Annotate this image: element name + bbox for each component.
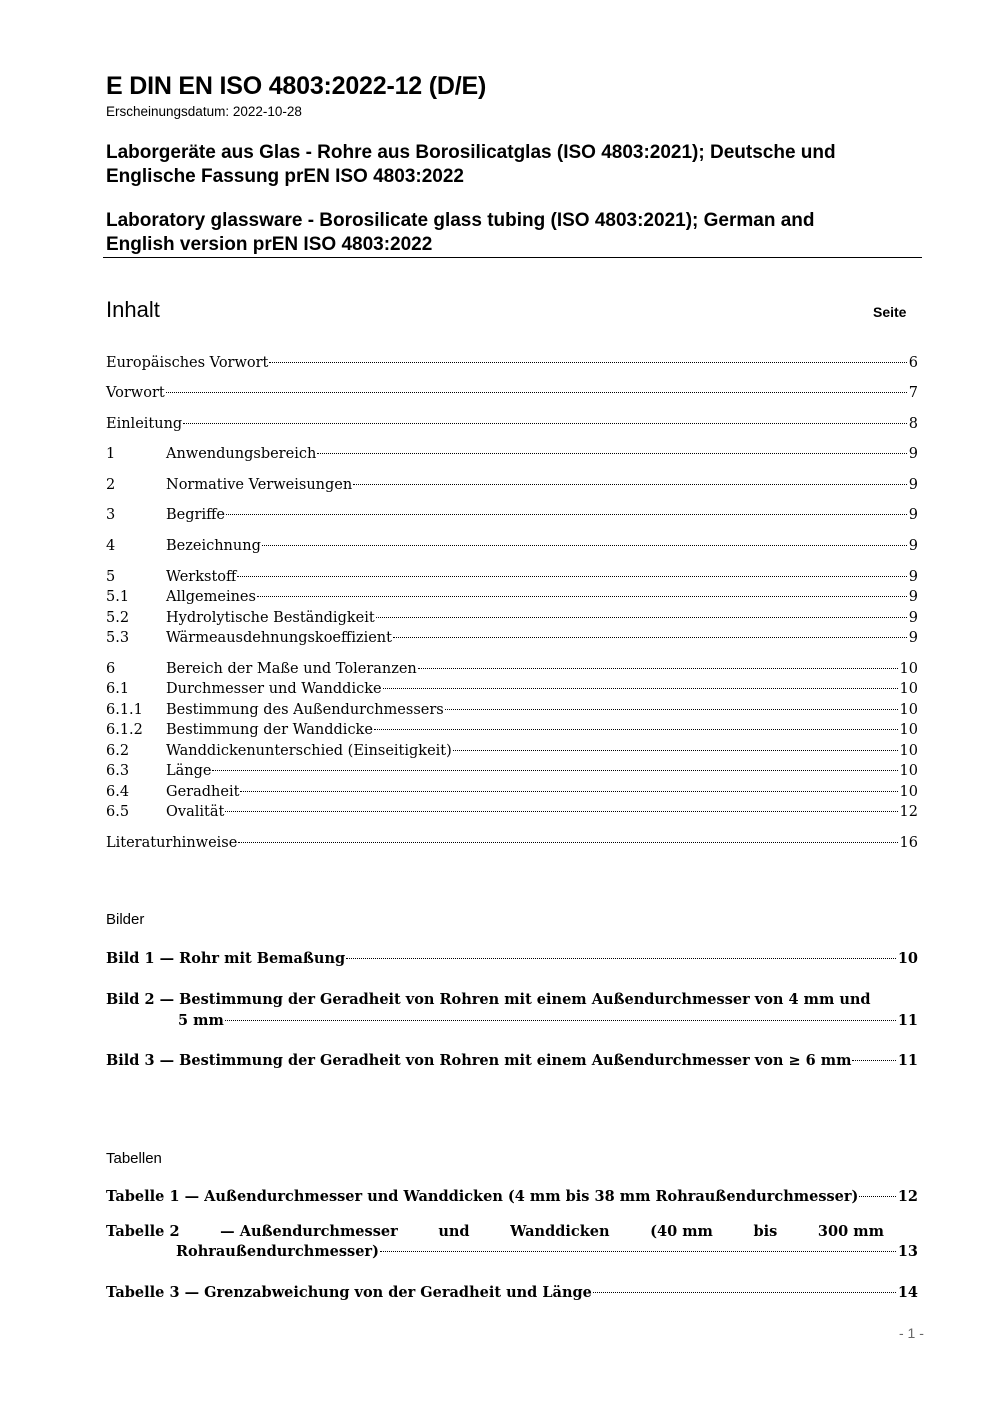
toc-entry-page: 10 [899,743,918,759]
toc-entry[interactable] [106,444,918,464]
toc-entry-page: 9 [908,446,918,462]
toc-entry[interactable] [106,679,918,699]
toc-entry-title: Normative Verweisungen [166,477,353,493]
toc-entry-number: 6.4 [106,784,130,800]
toc-entry[interactable] [106,782,918,802]
toc-entry-number: 4 [106,538,116,554]
table-entry-1[interactable] [106,1187,918,1207]
toc-entry-page: 9 [908,477,918,493]
toc-entry-number: 5.3 [106,630,130,646]
toc-entry[interactable] [106,659,918,679]
dot-leader [383,688,898,689]
toc-entry-title: Europäisches Vorwort [106,355,269,371]
table-entry-page: 12 [897,1188,918,1205]
dot-leader [418,668,898,669]
table-entry-text-cont: Rohraußendurchmesser) [176,1243,379,1260]
toc-entry-page: 10 [899,784,918,800]
toc-entry-page: 16 [899,835,918,851]
table-entry-word: und [438,1223,470,1240]
dot-leader [238,842,897,843]
figure-entry-text: Bild 3 — Bestimmung der Geradheit von Rohren mit einem Außendurchmesser von ≥ 6 mm [106,1052,852,1069]
toc-entry-title: Wanddickenunterschied (Einseitigkeit) [166,743,452,759]
table-entry-text: Tabelle 3 — Grenzabweichung von der Geradheit und Länge [106,1284,592,1301]
toc-entry[interactable] [106,700,918,720]
toc-entry-page: 7 [908,385,918,401]
toc-entry-page: 9 [908,610,918,626]
toc-entry-page: 9 [908,538,918,554]
toc-entry-number: 6.1.2 [106,722,143,738]
toc-entry-page: 10 [899,702,918,718]
toc-entry[interactable] [106,802,918,822]
toc-entry[interactable] [106,536,918,556]
toc-entry-title: Literaturhinweise [106,835,238,851]
dot-leader [257,596,907,597]
dot-leader [852,1060,895,1061]
dot-leader [380,1251,896,1252]
toc-entry-page: 10 [899,681,918,697]
title-german-line-1: Laborgeräte aus Glas - Rohre aus Borosilicatglas (ISO 4803:2021); Deutsche und [106,142,836,163]
title-english-line-2: English version prEN ISO 4803:2022 [106,234,433,255]
toc-entry-title: Werkstoff [166,569,237,585]
toc-entry[interactable] [106,720,918,740]
toc-entry[interactable] [106,505,918,525]
table-entry-3[interactable] [106,1283,918,1303]
toc-entry-title: Anwendungsbereich [166,446,317,462]
toc-entry-title: Bestimmung des Außendurchmessers [166,702,444,718]
dot-leader [393,637,907,638]
figure-entry-1[interactable] [106,949,918,969]
toc-entry-number: 6.1 [106,681,130,697]
table-entry-word: Tabelle 2 [106,1223,180,1240]
toc-entry-title: Bereich der Maße und Toleranzen [166,661,417,677]
toc-entry-number: 1 [106,446,116,462]
toc-entry-page: 12 [899,804,918,820]
toc-entry-number: 6 [106,661,116,677]
toc-entry-title: Allgemeines [166,589,256,605]
toc-entry-number: 3 [106,507,116,523]
table-entry-2-line-2[interactable] [176,1242,918,1262]
title-english [106,209,906,257]
table-entry-word: (40 mm [650,1223,713,1240]
dot-leader [225,811,897,812]
dot-leader [226,514,907,515]
figure-entry-page: 11 [897,1012,918,1029]
toc-entry-title: Vorwort [106,385,165,401]
toc-entry-number: 6.5 [106,804,130,820]
toc-entry-number: 5 [106,569,116,585]
dot-leader [183,423,907,424]
dot-leader [593,1292,896,1293]
table-entry-word: Wanddicken [510,1223,610,1240]
page-column-label: Seite [873,304,907,320]
toc-entry-number: 6.1.1 [106,702,143,718]
dot-leader [346,958,896,959]
figures-heading: Bilder [106,911,145,928]
toc-entry-number: 6.3 [106,763,130,779]
toc-entry-title: Bezeichnung [166,538,261,554]
toc-entry-page: 9 [908,507,918,523]
title-german [106,141,906,189]
dot-leader [237,576,906,577]
toc-entry[interactable] [106,608,918,628]
figure-entry-page: 11 [897,1052,918,1069]
document-code: E DIN EN ISO 4803:2022-12 (D/E) [106,72,487,100]
table-entry-text: Tabelle 1 — Außendurchmesser und Wanddicken (4 mm bis 38 mm Rohraußendurchmesser) [106,1188,859,1205]
table-entry-word: — Außendurchmesser [220,1223,398,1240]
dot-leader [445,709,898,710]
issue-date: Erscheinungsdatum: 2022-10-28 [106,104,302,119]
toc-entry[interactable] [106,587,918,607]
figure-entry-2-line-2[interactable] [178,1011,918,1031]
toc-entry-number: 2 [106,477,116,493]
table-entry-word: 300 mm [817,1223,884,1240]
toc-entry[interactable] [106,741,918,761]
dot-leader [166,392,907,393]
table-entry-page: 14 [897,1284,918,1301]
dot-leader [212,770,897,771]
toc-entry-page: 6 [908,355,918,371]
toc-entry-title: Länge [166,763,212,779]
toc-entry-page: 10 [899,763,918,779]
toc-entry-title: Begriffe [166,507,225,523]
toc-entry[interactable] [106,383,918,403]
dot-leader [240,791,897,792]
toc-entry[interactable] [106,567,918,587]
toc-entry-title: Wärmeausdehnungskoeffizient [166,630,392,646]
toc-entry-page: 9 [908,569,918,585]
toc-entry-title: Hydrolytische Beständigkeit [166,610,375,626]
toc-entry-number: 6.2 [106,743,130,759]
toc-entry-page: 8 [908,416,918,432]
toc-entry-title: Einleitung [106,416,183,432]
dot-leader [225,1020,896,1021]
toc-entry-title: Bestimmung der Wanddicke [166,722,373,738]
table-entry-page: 13 [897,1243,918,1260]
figure-entry-2-line-1[interactable] [106,990,918,1010]
toc-entry-title: Ovalität [166,804,225,820]
dot-leader [374,729,898,730]
toc-entry-number: 5.1 [106,589,130,605]
toc-entry-page: 10 [899,722,918,738]
figure-entry-3[interactable] [106,1051,918,1071]
toc-entry[interactable] [106,475,918,495]
dot-leader [353,484,907,485]
title-german-line-2: Englische Fassung prEN ISO 4803:2022 [106,166,464,187]
table-entry-2-line-1[interactable] [106,1222,884,1242]
toc-entry[interactable] [106,353,918,373]
toc-entry-title: Durchmesser und Wanddicke [166,681,382,697]
figure-entry-text: Bild 2 — Bestimmung der Geradheit von Rohren mit einem Außendurchmesser von 4 mm und [106,991,871,1008]
toc-entry-page: 9 [908,589,918,605]
toc-entry-page: 10 [899,661,918,677]
toc-entry[interactable] [106,414,918,434]
dot-leader [262,545,907,546]
figure-entry-text: Bild 1 — Rohr mit Bemaßung [106,950,346,967]
header-divider [103,257,922,258]
page-number: - 1 - [899,1325,924,1341]
tables-heading: Tabellen [106,1150,162,1167]
toc-heading: Inhalt [106,297,160,322]
toc-entry[interactable] [106,628,918,648]
dot-leader [376,617,907,618]
dot-leader [453,750,898,751]
toc-entry[interactable] [106,761,918,781]
table-entry-word: bis [753,1223,778,1240]
figure-entry-page: 10 [897,950,918,967]
figure-entry-text-cont: 5 mm [178,1012,224,1029]
title-english-line-1: Laboratory glassware - Borosilicate glass tubing (ISO 4803:2021); German and [106,210,815,231]
dot-leader [859,1196,895,1197]
dot-leader [317,453,906,454]
toc-entry-title: Geradheit [166,784,240,800]
dot-leader [269,362,906,363]
toc-entry-number: 5.2 [106,610,130,626]
toc-entry[interactable] [106,833,918,853]
toc-entry-page: 9 [908,630,918,646]
